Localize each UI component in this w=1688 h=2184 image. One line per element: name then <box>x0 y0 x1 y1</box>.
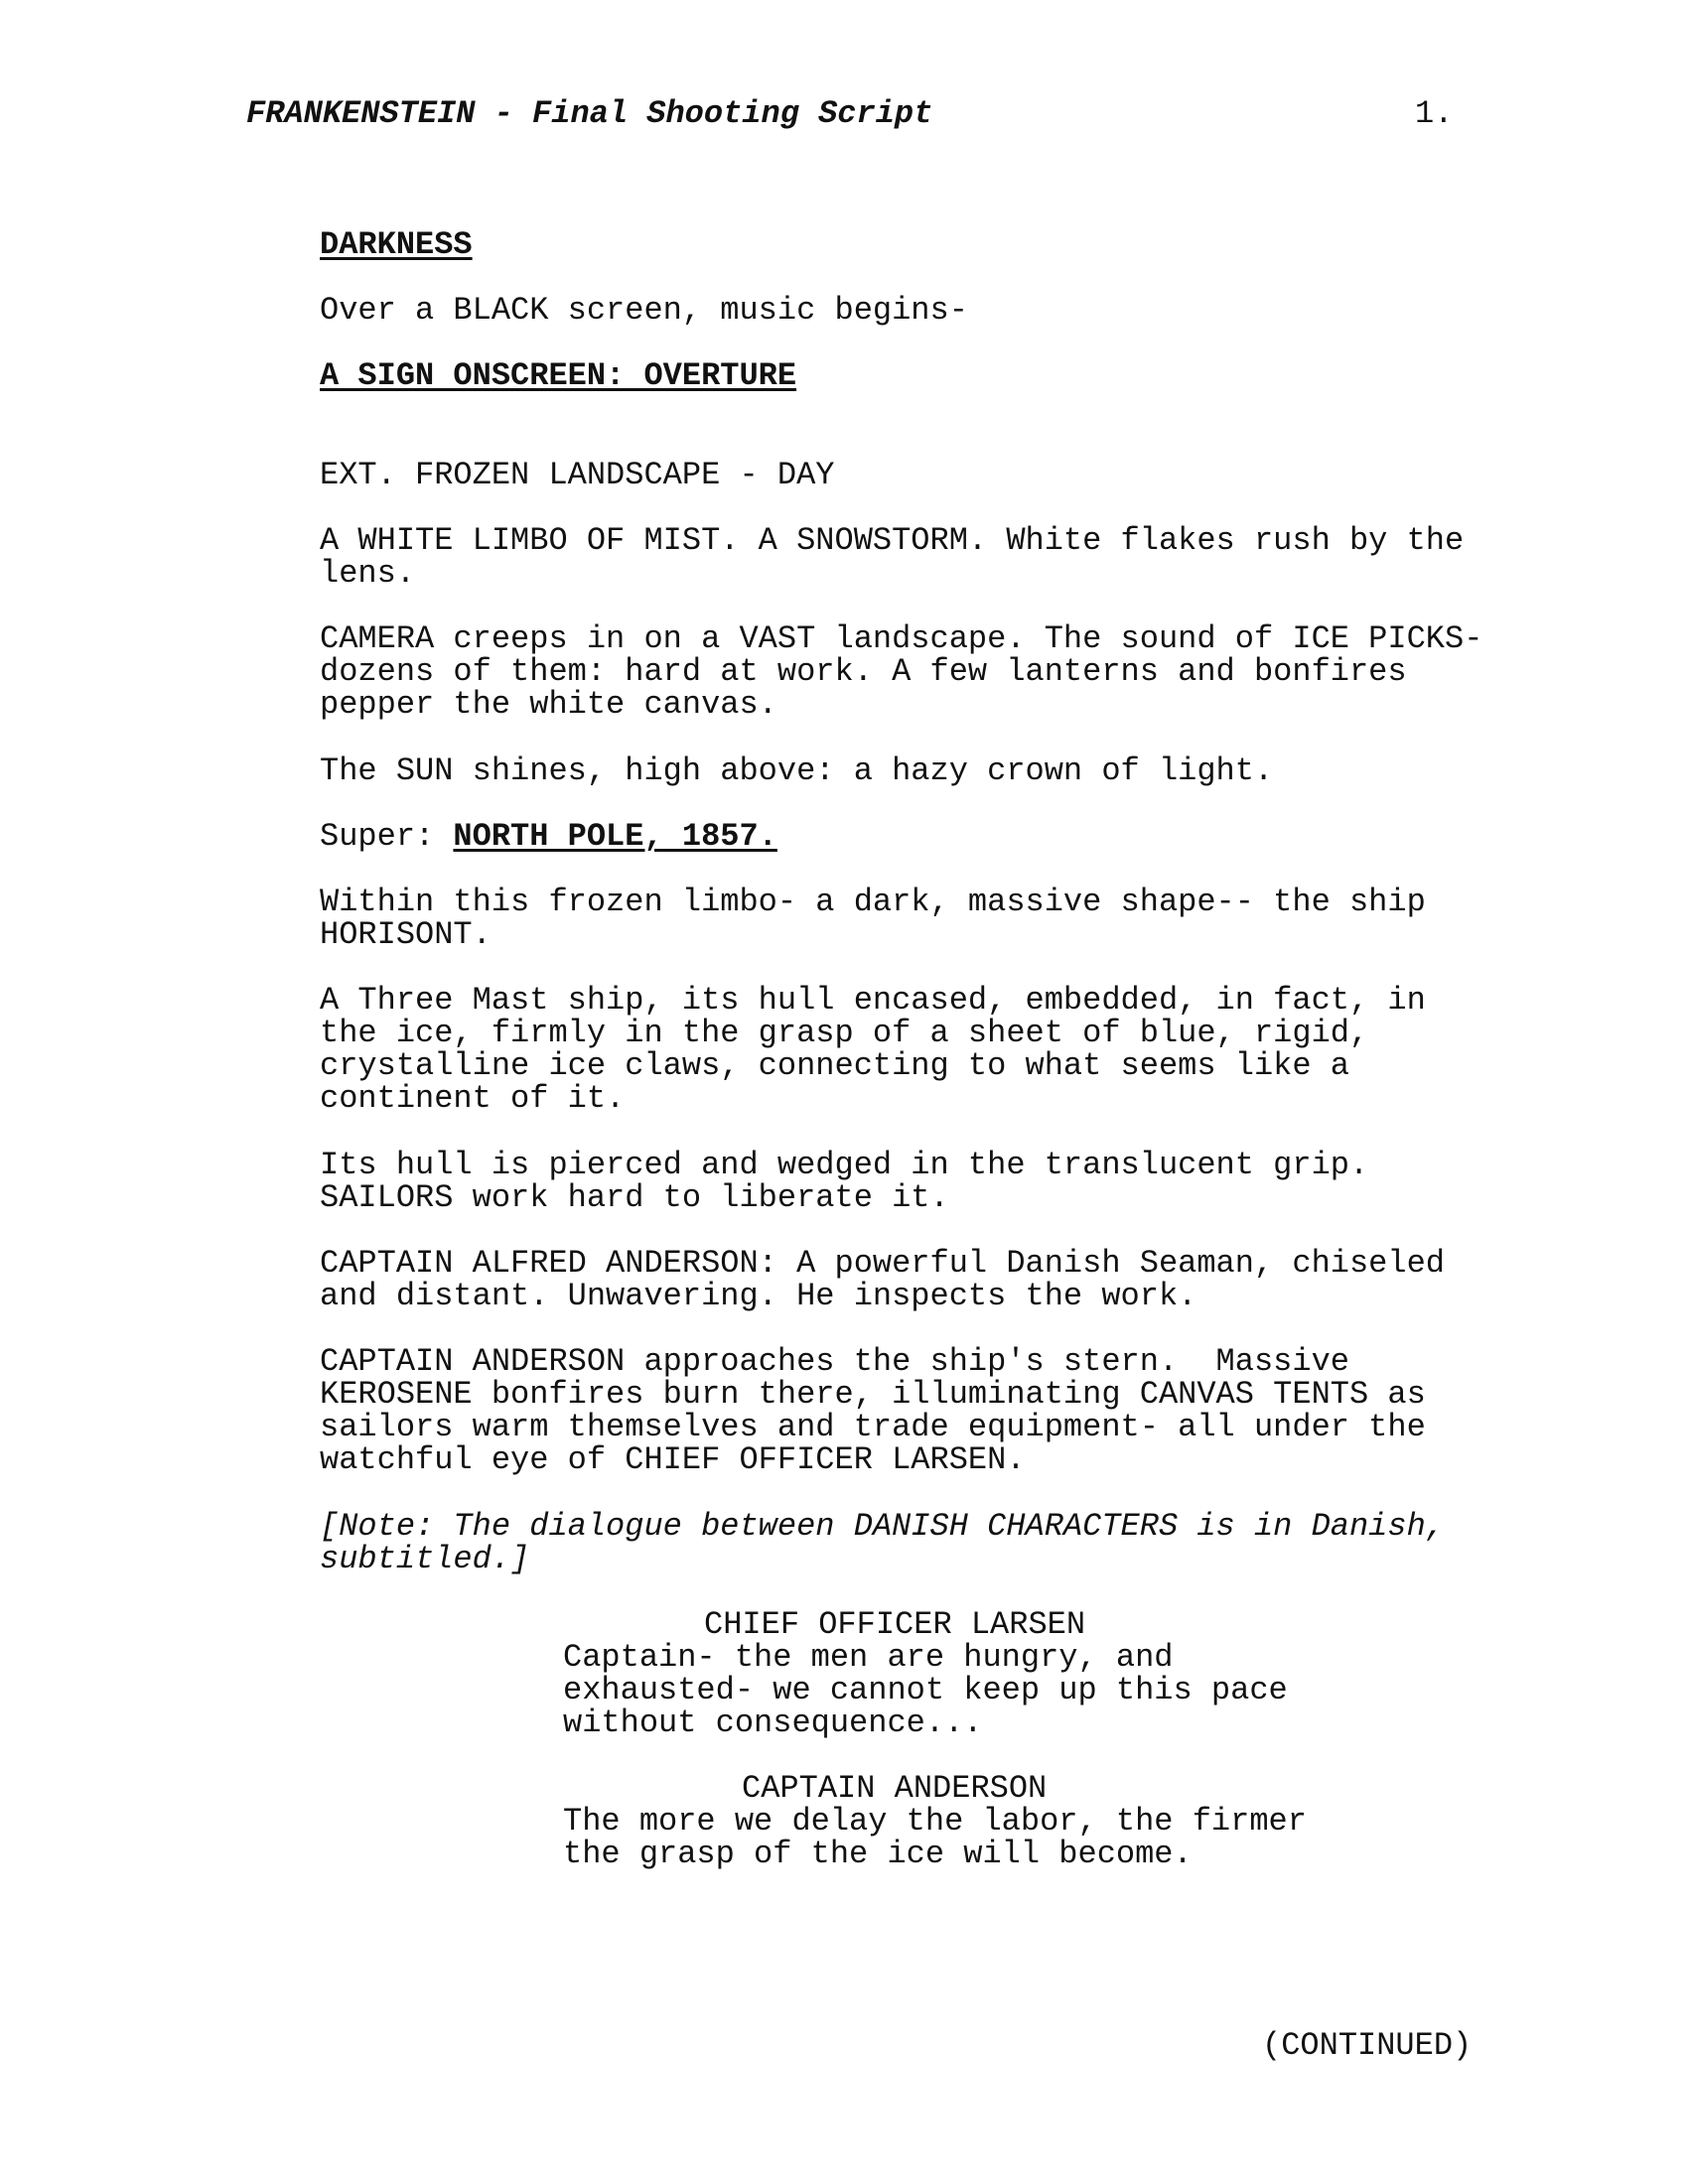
action-three-mast: A Three Mast ship, its hull encased, embedded, in fact, in the ice, firmly in the grasp of a sheet of blue, rigid, crystalline ice claws, connecting to what seems like a continent of it. <box>320 982 1426 1117</box>
sign-overture: A SIGN ONSCREEN: OVERTURE <box>320 357 797 394</box>
super-prefix: Super: <box>320 818 454 855</box>
action-stern: CAPTAIN ANDERSON approaches the ship's stern. Massive KEROSENE bonfires burn there, illuminating CANVAS TENTS as sailors warm themselves and trade equipment- all under the watchful eye of CHIEF OFFICER LARSEN. <box>320 1343 1426 1478</box>
character-larsen: CHIEF OFFICER LARSEN <box>704 1606 1086 1643</box>
action-sun-shines: The SUN shines, high above: a hazy crown of light. <box>320 752 1274 789</box>
action-camera-creeps: CAMERA creeps in on a VAST landscape. The sound of ICE PICKS- dozens of them: hard at work. A few lanterns and bonfires pepper the white canvas. <box>320 620 1483 723</box>
action-over-black: Over a BLACK screen, music begins- <box>320 292 968 329</box>
page-number: 1. <box>1415 95 1454 132</box>
slugline: EXT. FROZEN LANDSCAPE - DAY <box>320 457 835 493</box>
super-location: NORTH POLE, 1857. <box>453 818 777 855</box>
scene-heading-darkness: DARKNESS <box>320 226 473 263</box>
action-captain-intro: CAPTAIN ALFRED ANDERSON: A powerful Danish Seaman, chiseled and distant. Unwavering. He inspects the work. <box>320 1245 1445 1314</box>
dialogue-note: [Note: The dialogue between DANISH CHARACTERS is in Danish, subtitled.] <box>320 1508 1445 1577</box>
action-white-limbo: A WHITE LIMBO OF MIST. A SNOWSTORM. White flakes rush by the lens. <box>320 522 1465 592</box>
super-line <box>320 820 1511 853</box>
character-anderson: CAPTAIN ANDERSON <box>742 1770 1048 1807</box>
dialogue-anderson: The more we delay the labor, the firmer the grasp of the ice will become. <box>563 1803 1307 1872</box>
script-title: FRANKENSTEIN - Final Shooting Script <box>246 95 933 132</box>
action-hull-pierced: Its hull is pierced and wedged in the translucent grip. SAILORS work hard to liberate it. <box>320 1147 1369 1216</box>
continued-marker: (CONTINUED) <box>1262 2027 1473 2064</box>
dialogue-larsen: Captain- the men are hungry, and exhausted- we cannot keep up this pace without consequence... <box>563 1639 1288 1741</box>
action-frozen-limbo: Within this frozen limbo- a dark, massive shape-- the ship HORISONT. <box>320 884 1426 953</box>
